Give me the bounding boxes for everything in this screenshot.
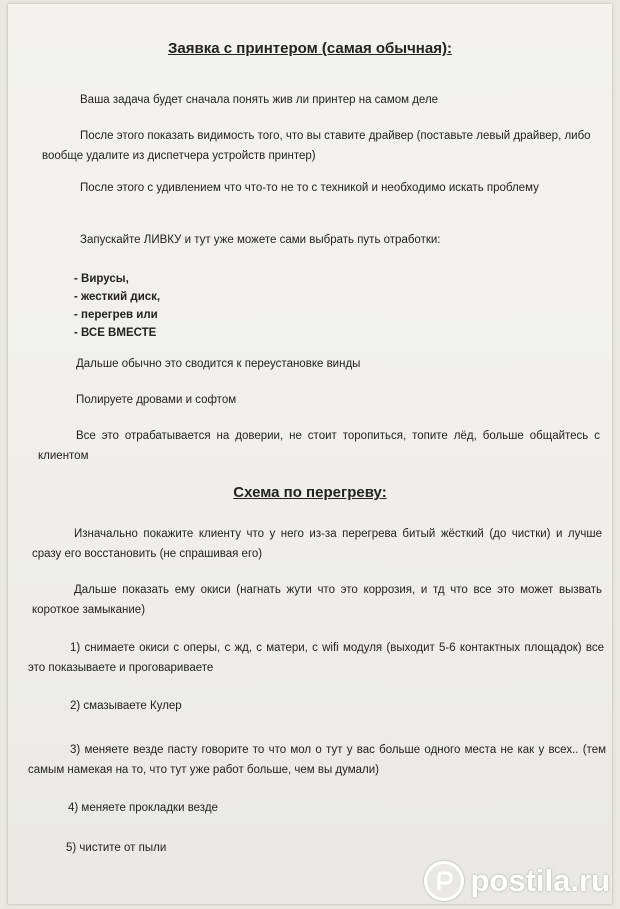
step-3: 3) меняете везде пасту говорите то что мол о тут у вас больше одного места не как у всех.. (тем самым намекая на то, что тут уже работ больше, чем вы думали) <box>28 744 606 776</box>
step-2: 2) смазываете Кулер <box>70 700 182 712</box>
step-4: 4) меняете прокладки везде <box>68 802 218 814</box>
bullet-item: - Вирусы, <box>74 273 129 285</box>
bullet-item: - перегрев или <box>74 309 158 321</box>
paragraph-4: Запускайте ЛИВКУ и тут уже можете сами выбрать путь отработки: <box>80 234 441 246</box>
paragraph-7: Все это отрабатывается на доверии, не стоит торопиться, топите лёд, больше общайтесь с клиентом <box>38 430 600 462</box>
watermark <box>424 861 610 901</box>
document-title: Заявка с принтером (самая обычная): <box>168 40 452 57</box>
paragraph-1: Ваша задача будет сначала понять жив ли принтер на самом деле <box>80 94 439 106</box>
section-subtitle: Схема по перегреву: <box>233 484 387 501</box>
paragraph-5: Дальше обычно это сводится к переустановке винды <box>76 358 361 370</box>
step-1: 1) снимаете окиси с оперы, с жд, с матери, с wifi модуля (выходит 5-6 контактных площадок) все это показываете и проговариваете <box>28 642 604 674</box>
bullet-item: - ВСЕ ВМЕСТЕ <box>74 327 157 339</box>
postila-logo-glyph-icon <box>433 870 455 892</box>
paragraph-9: Дальше показать ему окиси (нагнать жути что это коррозия, и тд что все это может вызвать короткое замыкание) <box>32 584 602 616</box>
paragraph-2: После этого показать видимость того, что вы ставите драйвер (поставьте левый драйвер, либо вообще удалите из диспетчера устройств принтер) <box>42 130 591 162</box>
step-5: 5) чистите от пыли <box>66 842 167 854</box>
paragraph-8: Изначально покажите клиенту что у него из-за перегрева битый жёсткий (до чистки) и лучше сразу его восстановить (не спрашивая его) <box>32 528 602 560</box>
postila-logo-icon <box>424 861 464 901</box>
paragraph-6: Полируете дровами и софтом <box>76 394 237 406</box>
watermark-text: postila.ru <box>470 863 610 898</box>
bullet-item: - жесткий диск, <box>74 291 161 303</box>
paragraph-3: После этого с удивлением что что-то не то с техникой и необходимо искать проблему <box>80 182 539 194</box>
document-page <box>8 4 612 904</box>
